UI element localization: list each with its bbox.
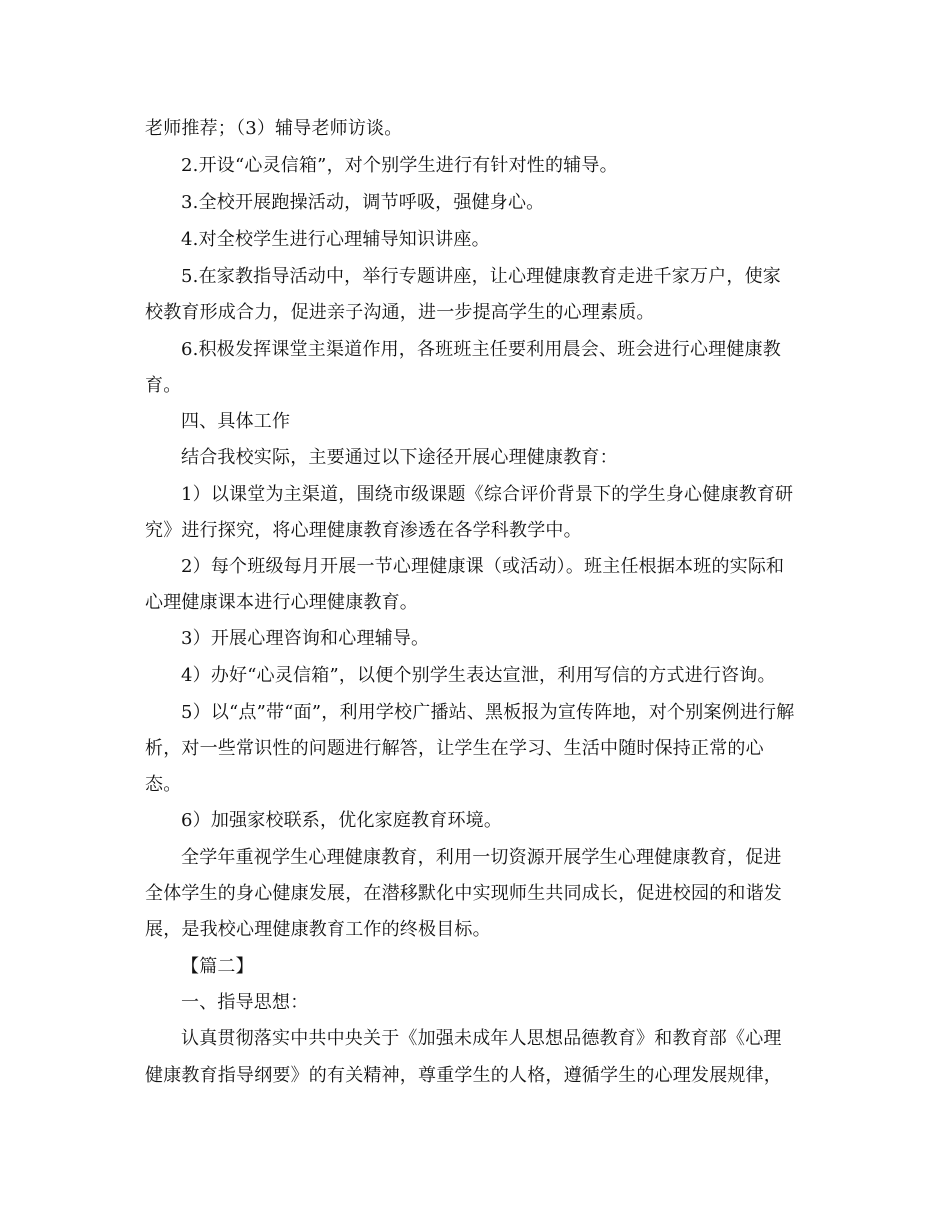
section-heading: 四、具体工作 (181, 411, 291, 432)
text-line: 析，对一些常识性的问题进行解答，让学生在学习、生活中随时保持正常的心 (145, 738, 764, 759)
text-line: 究》进行探究，将心理健康教育渗透在各学科教学中。 (145, 520, 582, 541)
text-line: 展，是我校心理健康教育工作的终极目标。 (145, 919, 491, 940)
text-line: 3.全校开展跑操活动，调节呼吸，强健身心。 (181, 192, 545, 213)
text-line: 2.开设“心灵信箱”，对个别学生进行有针对性的辅导。 (181, 155, 618, 176)
text-line: 6.积极发挥课堂主渠道作用，各班班主任要利用晨会、班会进行心理健康教 (181, 339, 781, 360)
text-line: 态。 (145, 774, 182, 795)
text-line: 健康教育指导纲要》的有关精神，尊重学生的人格，遵循学生的心理发展规律， (145, 1065, 782, 1086)
section-heading: 【篇二】 (181, 956, 254, 977)
text-line: 2）每个班级每月开展一节心理健康课（或活动）。班主任根据本班的实际和 (181, 556, 785, 577)
text-line: 1）以课堂为主渠道，围绕市级课题《综合评价背景下的学生身心健康教育研 (181, 484, 794, 505)
text-line: 4.对全校学生进行心理辅导知识讲座。 (181, 229, 490, 250)
text-line: 认真贯彻落实中共中央关于《加强未成年人思想品德教育》和教育部《心理 (181, 1028, 782, 1049)
text-line: 5）以“点”带“面”，利用学校广播站、黑板报为宣传阵地，对个别案例进行解 (181, 702, 795, 723)
text-line: 全学年重视学生心理健康教育，利用一切资源开展学生心理健康教育，促进 (181, 847, 782, 868)
text-line: 6）加强家校联系，优化家庭教育环境。 (181, 810, 503, 831)
text-line: 校教育形成合力，促进亲子沟通，进一步提高学生的心理素质。 (145, 302, 655, 323)
text-line: 4）办好“心灵信箱”，以便个别学生表达宣泄，利用写信的方式进行咨询。 (181, 665, 776, 686)
text-line: 老师推荐；（3）辅导老师访谈。 (145, 118, 403, 139)
text-line: 全体学生的身心健康发展，在潜移默化中实现师生共同成长，促进校园的和谐发 (145, 883, 782, 904)
text-line: 育。 (145, 375, 182, 396)
text-line: 结合我校实际，主要通过以下途径开展心理健康教育： (181, 447, 618, 468)
text-line: 心理健康课本进行心理健康教育。 (145, 592, 418, 613)
section-heading: 一、指导思想： (181, 992, 309, 1013)
text-line: 3）开展心理咨询和心理辅导。 (181, 628, 430, 649)
text-line: 5.在家教指导活动中，举行专题讲座，让心理健康教育走进千家万户，使家 (181, 266, 781, 287)
